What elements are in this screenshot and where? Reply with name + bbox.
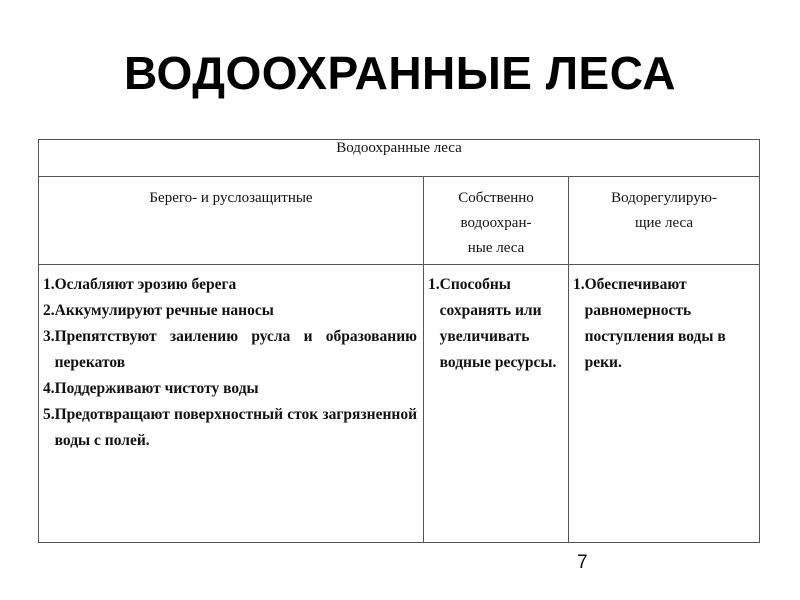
table-cell-water-protective xyxy=(424,265,569,543)
list-item: 1. Способны сохранять или увеличивать водные ресурсы. xyxy=(428,276,557,371)
list-item: 5. Предотвращают поверхностный сток загрязненной воды с полей. xyxy=(43,406,417,449)
table-cell-bank-protective xyxy=(39,265,424,543)
column-header-label-line: щие леса xyxy=(634,215,693,231)
table-header-label: Водоохранные леса xyxy=(336,140,462,156)
list-item: 2. Аккумулируют речные наносы xyxy=(43,302,274,319)
slide-title: ВОДООХРАННЫЕ ЛЕСА xyxy=(123,47,677,99)
table-header-cell xyxy=(39,140,760,177)
list-item: 1. Ослабляют эрозию берега xyxy=(43,276,237,293)
column-header-label-line: Водорегулирую- xyxy=(611,190,717,206)
table-header-row xyxy=(39,140,760,177)
column-header-row xyxy=(39,177,760,265)
table-body-row xyxy=(39,265,760,543)
column-header-water-regulating xyxy=(569,177,760,265)
list-item: 4. Поддерживают чистоту воды xyxy=(43,380,259,397)
column-header-label-line: ные леса xyxy=(467,240,525,256)
column-header-water-protective xyxy=(424,177,569,265)
function-list xyxy=(424,265,568,376)
column-header-label-line: Собственно xyxy=(458,190,534,206)
list-item: 3. Препятствуют заилению русла и образованию перекатов xyxy=(43,328,417,371)
column-header-bank-protective xyxy=(39,177,424,265)
forest-types-table xyxy=(38,139,760,543)
list-item: 1. Обеспечивают равномерность поступления воды в реки. xyxy=(573,276,726,371)
column-header-label-line: водоохран- xyxy=(460,215,532,231)
page-number: 7 xyxy=(577,552,588,573)
column-header-label: Берего- и руслозащитные xyxy=(149,190,313,206)
function-list xyxy=(39,265,423,454)
function-list xyxy=(569,265,759,376)
table-cell-water-regulating xyxy=(569,265,760,543)
